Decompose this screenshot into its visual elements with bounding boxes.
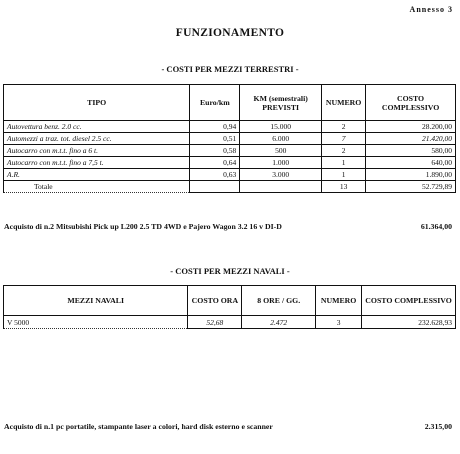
annex-label: Annesso 3 <box>409 5 453 14</box>
cell-tipo: A.R. <box>4 169 190 181</box>
col-mezzi-navali: MEZZI NAVALI <box>4 286 188 316</box>
cell-tipo: Automezzi a traz. tot. diesel 2.5 cc. <box>4 133 190 145</box>
cell-costo: 28.200,00 <box>366 121 456 133</box>
col-numero: NUMERO <box>316 286 362 316</box>
table-row <box>4 169 456 181</box>
cell-euro-km: 0,58 <box>190 145 240 157</box>
cell-km: 3.000 <box>240 169 322 181</box>
col-ore: 8 ORE / GG. <box>242 286 316 316</box>
cell-euro-km: 0,64 <box>190 157 240 169</box>
cell-euro-km: 0,63 <box>190 169 240 181</box>
total-label: Totale <box>4 181 190 193</box>
table-row <box>4 157 456 169</box>
cell-numero: 1 <box>322 157 366 169</box>
cell-costo: 640,00 <box>366 157 456 169</box>
cell-km: 6.000 <box>240 133 322 145</box>
purchase-pc-text: Acquisto di n.1 pc portatile, stampante laser a colori, hard disk esterno e scanner <box>4 422 273 431</box>
cell-tipo: Autocarro con m.t.t. fino a 6 t. <box>4 145 190 157</box>
col-tipo: TIPO <box>4 85 190 121</box>
land-section-title: - COSTI PER MEZZI TERRESTRI - <box>161 64 299 74</box>
cell-numero: 7 <box>322 133 366 145</box>
cell-costo: 232.628,93 <box>362 316 456 329</box>
col-euro-km: Euro/km <box>190 85 240 121</box>
col-numero: NUMERO <box>322 85 366 121</box>
cell-numero: 2 <box>322 145 366 157</box>
table-row <box>4 316 456 329</box>
cell-costo: 1.890,00 <box>366 169 456 181</box>
col-costo: COSTO COMPLESSIVO <box>362 286 456 316</box>
cell-ore: 2.472 <box>242 316 316 329</box>
table-row <box>4 121 456 133</box>
page-title: FUNZIONAMENTO <box>175 27 285 39</box>
cell-euro-km: 0,51 <box>190 133 240 145</box>
total-costo: 52.729,89 <box>366 181 456 193</box>
cell-mezzo: V 5000 <box>4 316 188 329</box>
total-empty-cell <box>240 181 322 193</box>
col-costo: COSTO COMPLESSIVO <box>366 85 456 121</box>
cell-numero: 1 <box>322 169 366 181</box>
table-row <box>4 145 456 157</box>
naval-section-title: - COSTI PER MEZZI NAVALI - <box>170 266 290 276</box>
cell-euro-km: 0,94 <box>190 121 240 133</box>
purchase-vehicles-amount: 61.364,00 <box>420 222 452 231</box>
cell-tipo: Autovettura benz. 2.0 cc. <box>4 121 190 133</box>
cell-km: 1.000 <box>240 157 322 169</box>
cell-tipo: Autocarro con m.t.t. fino a 7,5 t. <box>4 157 190 169</box>
cell-costo-ora: 52,68 <box>188 316 242 329</box>
cell-numero: 2 <box>322 121 366 133</box>
purchase-vehicles-text: Acquisto di n.2 Mitsubishi Pick up L200 2.5 TD 4WD e Pajero Wagon 3.2 16 v DI-D <box>4 222 282 231</box>
cell-costo: 21.420,00 <box>366 133 456 145</box>
naval-costs-table <box>3 285 456 329</box>
cell-numero: 3 <box>316 316 362 329</box>
total-row <box>4 181 456 193</box>
purchase-pc-amount: 2.315,00 <box>424 422 452 431</box>
cell-km: 15.000 <box>240 121 322 133</box>
col-km: KM (semestrali) PREVISTI <box>240 85 322 121</box>
land-costs-table <box>3 84 456 193</box>
cell-km: 500 <box>240 145 322 157</box>
total-numero: 13 <box>322 181 366 193</box>
total-empty-cell <box>190 181 240 193</box>
cell-costo: 580,00 <box>366 145 456 157</box>
col-costo-ora: COSTO ORA <box>188 286 242 316</box>
table-row <box>4 133 456 145</box>
